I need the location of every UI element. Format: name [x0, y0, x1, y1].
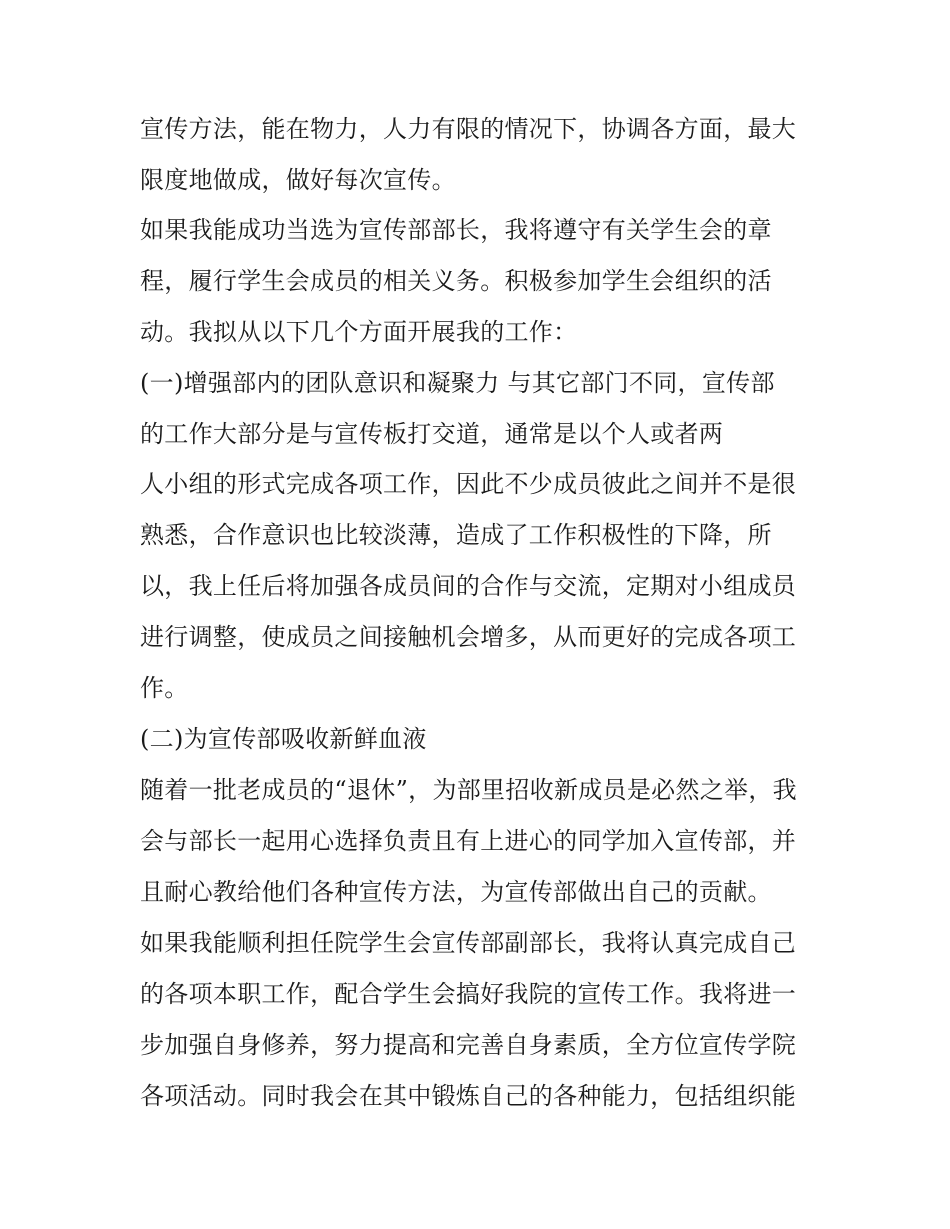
text-line: 动。我拟从以下几个方面开展我的工作：	[140, 318, 578, 346]
text-line: 如果我能顺利担任院学生会宣传部副部长，我将认真完成自己	[140, 929, 797, 957]
text-line: 步加强自身修养，努力提高和完善自身素质，全方位宣传学院	[140, 1031, 797, 1059]
text-line: 作。	[140, 674, 189, 702]
text-line: 各项活动。同时我会在其中锻炼自己的各种能力，包括组织能	[140, 1082, 797, 1110]
text-line: (一)增强部内的团队意识和凝聚力 与其它部门不同，宣传部	[140, 369, 775, 397]
text-line: 的各项本职工作，配合学生会搞好我院的宣传工作。我将进一	[140, 980, 797, 1008]
text-line: 随着一批老成员的“退休”，为部里招收新成员是必然之举，我	[140, 776, 797, 804]
text-line: 限度地做成，做好每次宣传。	[140, 166, 456, 194]
text-line: 的工作大部分是与宣传板打交道，通常是以个人或者两	[140, 420, 724, 448]
text-line: 熟悉，合作意识也比较淡薄，造成了工作积极性的下降，所	[140, 521, 772, 549]
text-line: 会与部长一起用心选择负责且有上进心的同学加入宣传部，并	[140, 827, 797, 855]
text-line: 人小组的形式完成各项工作，因此不少成员彼此之间并不是很	[140, 470, 797, 498]
text-line: 且耐心教给他们各种宣传方法，为宣传部做出自己的贡献。	[140, 878, 772, 906]
text-line: 程，履行学生会成员的相关义务。积极参加学生会组织的活	[140, 267, 772, 295]
text-line: 以，我上任后将加强各成员间的合作与交流，定期对小组成员	[140, 572, 797, 600]
text-line: (二)为宣传部吸收新鲜血液	[140, 725, 427, 753]
text-line: 宣传方法，能在物力，人力有限的情况下，协调各方面，最大	[140, 115, 797, 143]
text-line: 如果我能成功当选为宣传部部长，我将遵守有关学生会的章	[140, 216, 772, 244]
text-line: 进行调整，使成员之间接触机会增多，从而更好的完成各项工	[140, 623, 797, 651]
